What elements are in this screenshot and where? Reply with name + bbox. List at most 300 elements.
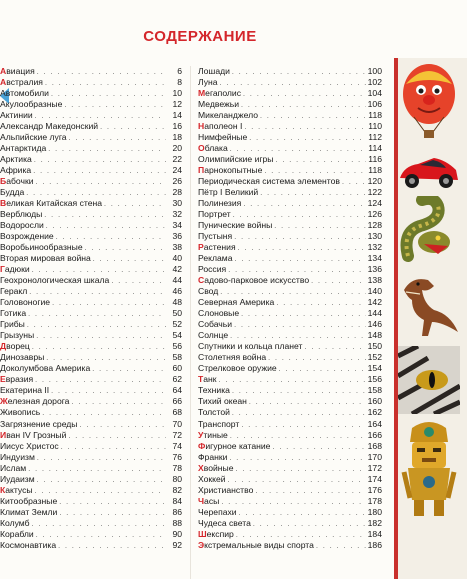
toc-entry[interactable] [198,88,382,99]
dot-leader [61,442,166,452]
toc-entry-title [198,341,302,352]
toc-entry[interactable] [198,529,382,540]
toc-entry-initial: Р [198,242,204,253]
dot-leader [268,353,366,363]
dot-leader [236,464,366,474]
toc-entry-title [0,176,34,187]
toc-entry[interactable] [198,341,382,352]
toc-entry-page-number: 112 [368,132,382,143]
toc-entry[interactable] [198,463,382,474]
toc-entry-page-number: 134 [367,253,382,264]
toc-entry[interactable] [198,253,382,264]
toc-entry-text: Франки [198,451,228,462]
toc-entry-text: аполеон I [204,121,243,132]
toc-entry[interactable] [0,297,182,308]
toc-entry-text: Загрязнение среды [0,418,78,429]
toc-entry-title [198,286,218,297]
toc-entry-text: ван IV Грозный [6,429,67,440]
dot-leader [232,67,366,77]
toc-entry-title [0,430,66,441]
toc-entry-title [198,77,218,88]
toc-entry-text: актусы [5,484,33,495]
toc-entry-text: Климат Земли [0,506,58,517]
toc-entry-initial: Б [0,176,7,187]
toc-entry-page-number: 46 [172,286,182,297]
toc-entry-text: Реклама [198,253,233,264]
toc-entry-title [198,242,236,253]
toc-entry-title [0,540,56,551]
dot-leader [68,431,166,441]
dot-leader [111,276,166,286]
dinosaur-icon [398,270,460,340]
toc-entry-title [198,154,273,165]
toc-entry-title [198,308,239,319]
toc-entry[interactable] [0,275,182,286]
dot-leader [253,519,366,529]
toc-entry-text: Вторая мировая война [0,253,91,264]
toc-entry[interactable] [0,396,182,407]
toc-entry[interactable] [198,99,382,110]
toc-entry[interactable] [0,507,182,518]
toc-entry-title [198,88,241,99]
toc-entry-title [0,407,40,418]
toc-entry[interactable] [198,297,382,308]
toc-entry-text: абочки [6,176,34,187]
toc-entry-text: Корабли [0,528,34,539]
toc-entry-title [0,77,43,88]
toc-entry-initial: Э [198,539,205,550]
toc-entry[interactable] [0,540,182,551]
toc-entry[interactable] [0,529,182,540]
toc-entry-text: Свод [198,286,219,297]
toc-entry-title [0,143,46,154]
toc-entry[interactable] [0,407,182,418]
dot-leader [239,508,366,518]
toc-entry[interactable] [198,231,382,242]
toc-entry-text: Воробьинообразные [0,242,83,253]
toc-entry-page-number: 136 [367,264,382,275]
toc-entry[interactable] [198,121,382,132]
toc-entry-page-number: 28 [172,187,182,198]
toc-entry-title [198,496,219,507]
toc-entry[interactable] [0,430,182,441]
toc-entry-text: ворец [6,341,30,352]
toc-entry-text: Микеланджело [198,110,258,121]
dot-leader [234,232,365,242]
toc-entry-text: Техника [198,385,230,396]
toc-entry-title [0,88,49,99]
toc-entry[interactable] [0,209,182,220]
toc-entry[interactable] [0,88,182,99]
toc-entry-text: Ислам [0,462,27,473]
toc-entry-text: Россия [198,264,227,275]
toc-entry[interactable] [0,352,182,363]
toc-entry-page-number: 76 [172,451,182,462]
toc-entry-page-number: 52 [172,319,182,330]
toc-entry-title [0,187,24,198]
toc-entry-text: Полинезия [198,198,242,209]
toc-entry-title [0,419,77,430]
dot-leader [37,453,166,463]
toc-entry-page-number: 72 [172,429,182,440]
toc-entry[interactable] [0,187,182,198]
toc-entry[interactable] [0,143,182,154]
toc-entry-initial: Г [0,264,5,275]
toc-entry-title [198,187,258,198]
toc-entry[interactable] [0,77,182,88]
toc-entry-text: тиные [203,429,228,440]
dot-leader [232,408,366,418]
toc-entry-page-number: 6 [177,66,182,76]
toc-entry-page-number: 90 [172,528,182,539]
toc-entry-text: Альпийские луга [0,132,67,143]
toc-entry-initial: П [198,165,205,176]
toc-entry[interactable] [198,242,382,253]
toc-entry-page-number: 42 [172,264,182,275]
dot-leader [29,287,166,297]
dot-leader [241,420,365,430]
toc-entry[interactable] [198,176,382,187]
toc-entry-page-number: 62 [172,374,182,385]
toc-entry-title [198,485,253,496]
dot-leader [221,497,365,507]
toc-entry-initial: А [0,66,7,76]
toc-entry[interactable] [198,518,382,529]
toc-entry-text: Доколумбова Америка [0,363,91,374]
toc-entry-page-number: 166 [367,429,382,440]
toc-entry-text: асы [204,495,220,506]
toc-entry-page-number: 128 [367,220,382,231]
dot-leader [275,155,366,165]
toc-entry[interactable] [198,363,382,374]
dot-leader [42,408,166,418]
toc-entry-text: Слоновые [198,308,240,319]
toc-entry-title [198,463,234,474]
toc-entry[interactable] [198,441,382,452]
toc-entry[interactable] [198,154,382,165]
toc-entry[interactable] [198,474,382,485]
toc-entry[interactable] [198,198,382,209]
dot-leader [59,508,166,518]
toc-entry-title [0,319,25,330]
toc-entry-page-number: 160 [367,396,382,407]
dot-leader [69,133,166,143]
toc-entry-title [0,110,33,121]
toc-entry[interactable] [198,430,382,441]
toc-entry-title [198,66,230,77]
toc-entry-title [0,330,34,341]
toc-entry[interactable] [0,463,182,474]
dot-leader [100,122,166,132]
toc-entry-text: Геракл [0,286,28,297]
dot-leader [233,210,366,220]
toc-entry[interactable] [0,286,182,297]
dot-leader [342,177,366,187]
toc-entry-page-number: 92 [172,539,182,550]
dot-leader [51,89,166,99]
toc-entry-initial: Д [0,341,7,352]
toc-entry-text: Арктика [0,154,32,165]
toc-entry-page-number: 172 [367,462,382,473]
toc-entry[interactable] [0,441,182,452]
toc-entry-page-number: 158 [367,385,382,396]
toc-entry-text: Собачьи [198,319,233,330]
toc-entry-text: еликая Китайская стена [6,198,103,209]
toc-entry-title [0,286,27,297]
toc-entry-page-number: 34 [172,220,182,231]
toc-entry-page-number: 30 [172,198,182,209]
toc-entry[interactable] [198,286,382,297]
toc-entry-page-number: 126 [367,209,382,220]
dot-leader [36,177,166,187]
toc-entry-page-number: 120 [367,176,382,187]
toc-entry-text: Лошади [198,66,230,76]
toc-entry-text: Верблюды [0,209,43,220]
dot-leader [64,100,166,110]
toc-entry[interactable] [0,496,182,507]
dot-leader [249,397,366,407]
toc-entry[interactable] [198,319,382,330]
toc-entry[interactable] [198,165,382,176]
dot-leader [228,475,366,485]
toc-entry-text: Луна [198,77,218,88]
toc-entry-text: игурное катание [205,440,271,451]
toc-entry[interactable] [0,176,182,187]
toc-entry[interactable] [198,275,382,286]
toc-entry-text: Возрождение [0,231,54,242]
toc-entry-initial: Ф [198,440,206,451]
toc-entry-page-number: 130 [367,231,382,242]
toc-entry-initial: И [0,429,7,440]
toc-entry-text: Христианство [198,484,254,495]
toc-entry-title [0,385,49,396]
toc-entry-page-number: 132 [367,242,382,253]
toc-entry-title [0,396,69,407]
toc-entry-text: Пётр I Великий [198,187,259,198]
toc-entry-title [198,110,258,121]
toc-entry[interactable] [0,242,182,253]
toc-entry[interactable] [198,352,382,363]
toc-entry-title [0,275,109,286]
toc-entry[interactable] [0,154,182,165]
toc-entry-page-number: 60 [172,363,182,374]
dot-leader [45,78,166,88]
toc-entry-title [0,474,35,485]
toc-entry-page-number: 32 [172,209,182,220]
toc-entry[interactable] [0,132,182,143]
toc-entry-page-number: 86 [172,506,182,517]
toc-entry-page-number: 78 [172,462,182,473]
toc-entry-text: виация [6,66,35,76]
dot-leader [260,188,365,198]
toc-entry[interactable] [198,187,382,198]
toc-entry-text: Динозавры [0,352,45,363]
toc-entry[interactable] [198,385,382,396]
toc-entry[interactable] [0,341,182,352]
toc-entry[interactable] [198,419,382,430]
dot-leader [272,442,365,452]
toc-entry[interactable] [0,308,182,319]
toc-entry-title [0,242,83,253]
toc-entry-page-number: 182 [367,517,382,528]
toc-entry-page-number: 168 [367,440,382,451]
toc-column-right [198,66,382,551]
toc-entry[interactable] [198,452,382,463]
toc-entry-title [198,518,251,529]
dot-leader [279,364,366,374]
dot-leader [232,386,366,396]
dot-leader [230,144,366,154]
toc-entry[interactable] [198,66,382,77]
toc-entry[interactable] [0,385,182,396]
toc-entry-page-number: 24 [172,165,182,176]
toc-entry-text: Головоногие [0,297,51,308]
toc-entry-text: Грибы [0,319,25,330]
toc-entry-title [198,220,272,231]
toc-entry-page-number: 154 [367,363,382,374]
toc-entry-text: кстремальные виды спорта [204,539,314,550]
toc-entry-text: Стрелковое оружие [198,363,277,374]
toc-entry-page-number: 48 [172,297,182,308]
dot-leader [241,100,366,110]
toc-entry-text: Готика [0,308,27,319]
toc-entry[interactable] [0,220,182,231]
toc-entry[interactable] [198,374,382,385]
dot-leader [48,144,166,154]
toc-entry[interactable] [0,363,182,374]
toc-entry[interactable] [0,121,182,132]
toc-entry[interactable] [198,507,382,518]
dot-leader [36,530,166,540]
toc-entry-page-number: 100 [367,66,382,76]
toc-entry[interactable] [0,253,182,264]
toc-entry-page-number: 178 [367,495,382,506]
toc-entry[interactable] [0,99,182,110]
page-title: СОДЕРЖАНИЕ [143,28,257,45]
toc-entry-initial: Н [198,121,205,132]
toc-entry-title [0,231,54,242]
toc-entry[interactable] [0,165,182,176]
toc-entry-page-number: 144 [367,308,382,319]
toc-entry[interactable] [0,419,182,430]
toc-entry-page-number: 164 [367,418,382,429]
toc-entry-page-number: 70 [172,418,182,429]
toc-entry[interactable] [0,110,182,121]
toc-entry-title [198,430,228,441]
toc-entry-title [0,165,31,176]
toc-entry[interactable] [198,143,382,154]
toc-entry[interactable] [0,330,182,341]
toc-entry-title [198,275,309,286]
toc-entry-title [198,452,227,463]
toc-entry[interactable] [0,66,182,77]
toc-entry[interactable] [198,308,382,319]
toc-entry-page-number: 180 [367,506,382,517]
toc-entry[interactable] [198,220,382,231]
toc-entry[interactable] [0,485,182,496]
dot-leader [236,530,366,540]
toc-entry-text: Хоккей [198,473,226,484]
toc-entry-title [0,264,30,275]
toc-entry-page-number: 124 [367,198,382,209]
toc-entry-title [198,319,232,330]
toc-entry-page-number: 140 [367,286,382,297]
toc-entry-page-number: 54 [172,330,182,341]
dot-leader [26,188,166,198]
toc-entry[interactable] [198,330,382,341]
toc-entry-page-number: 106 [367,99,382,110]
dot-leader [229,453,365,463]
toc-entry[interactable] [0,374,182,385]
dot-leader [28,309,166,319]
dot-leader [104,199,166,209]
toc-entry[interactable] [0,264,182,275]
dot-leader [244,122,366,132]
toc-entry-text: Пустыня [198,231,233,242]
toc-entry-text: вразия [5,374,34,385]
toc-entry-title [0,374,33,385]
toc-entry[interactable] [0,452,182,463]
toc-entry-text: Космонавтика [0,539,57,550]
toc-entry-title [198,143,228,154]
toc-entry-text: Тихий океан [198,396,247,407]
toc-entry[interactable] [198,132,382,143]
toc-entry-text: Северная Америка [198,297,275,308]
toc-entry-title [0,198,102,209]
toc-entry[interactable] [198,264,382,275]
toc-entry-text: Индуизм [0,451,35,462]
toc-entry-text: Портрет [198,209,231,220]
toc-entry[interactable] [0,198,182,209]
toc-entry[interactable] [198,110,382,121]
dot-leader [32,519,166,529]
dot-leader [249,133,366,143]
toc-entry-title [0,341,30,352]
toc-entry[interactable] [198,485,382,496]
toc-entry-page-number: 122 [367,187,382,198]
toc-entry-page-number: 40 [172,253,182,264]
toc-entry-title [198,540,314,551]
toc-entry-title [0,518,30,529]
toc-entry[interactable] [198,209,382,220]
dot-leader [316,541,366,551]
toc-entry[interactable] [0,319,182,330]
toc-entry[interactable] [198,396,382,407]
toc-entry[interactable] [0,231,182,242]
toc-entry-page-number: 8 [177,77,182,88]
toc-entry-page-number: 118 [368,110,382,121]
toc-entry-title [0,485,33,496]
toc-entry-initial: А [0,77,7,88]
toc-entry-page-number: 162 [367,407,382,418]
toc-entry[interactable] [198,77,382,88]
toc-entry[interactable] [0,518,182,529]
toc-entry-title [0,352,44,363]
dot-leader [230,431,366,441]
toc-entry-title [0,253,91,264]
toc-entry-page-number: 82 [172,484,182,495]
toc-entry[interactable] [198,407,382,418]
toc-entry[interactable] [0,474,182,485]
toc-entry-title [198,165,262,176]
toc-entry-page-number: 38 [172,242,182,253]
toc-entry[interactable] [198,540,382,551]
dot-leader [241,309,366,319]
toc-entry-text: Живопись [0,407,41,418]
toc-entry[interactable] [198,496,382,507]
dot-leader [32,342,166,352]
toc-entry-page-number: 16 [172,121,182,132]
